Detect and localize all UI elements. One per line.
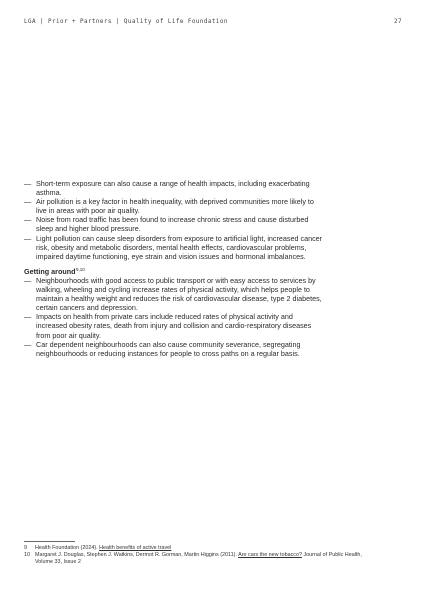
list-item-text: Light pollution can cause sleep disorders from exposure to artificial light, increased cancer risk, obesity and metabolic disorders, mental health effects, cardiovascular problems, impaired daytime functioning, eye strain and vision issues and hormonal imbalances. <box>36 233 323 261</box>
bullet-dash: — <box>24 233 32 243</box>
footnote-number: 10 <box>24 552 30 558</box>
bullet-dash: — <box>24 339 32 349</box>
page-number: 27 <box>394 19 402 25</box>
section-heading <box>24 265 324 276</box>
list-item <box>24 276 324 312</box>
list-item-text: Impacts on health from private cars include reduced rates of physical activity and increased obesity rates, death from injury and collision and cardio-respiratory diseases from poor air quality. <box>36 312 312 340</box>
list-item <box>24 340 324 358</box>
list-item-text: Noise from road traffic has been found to increase chronic stress and cause disturbed sleep and higher blood pressure. <box>36 215 309 234</box>
page-header <box>24 19 402 25</box>
bullet-dash: — <box>24 215 32 225</box>
footnote-divider <box>24 541 75 542</box>
list-item-text: Neighbourhoods with good access to public transport or with easy access to services by walking, wheeling and cycling increase rates of physical activity, which helps people to maintain a healthy weight and reduces the risk of cardiovascular disease, type 2 diabetes, certain cancers and depression. <box>36 275 322 313</box>
footnote-text <box>35 545 364 552</box>
footnote <box>24 545 364 552</box>
list-item-text: Short-term exposure can also cause a range of health impacts, including exacerbating asthma. <box>36 179 310 198</box>
bullet-dash: — <box>24 179 32 188</box>
footnote-link[interactable]: Health benefits of active travel <box>99 545 172 551</box>
footnote <box>24 552 364 566</box>
footnote-number: 9 <box>24 545 27 551</box>
footnote-source: Health Foundation (2024). <box>35 545 100 551</box>
running-title: LGA | Prior + Partners | Quality of Life Foundation <box>24 19 228 25</box>
bullet-dash: — <box>24 312 32 322</box>
list-item-text: Air pollution is a key factor in health inequality, with deprived communities more likely to live in areas with poor air quality. <box>36 197 314 216</box>
bullet-dash: — <box>24 275 32 285</box>
list-item-text: Car dependent neighbourhoods can also cause community severance, segregating neighbourhoods or reducing instances for people to cross paths on a regular basis. <box>36 339 301 358</box>
footnote-source-suffix: Journal of Public Health, Volume 33, Issue 2 <box>35 552 362 565</box>
footnote-source: Margaret J. Douglas, Stephen J. Watkins, Dermot R. Gorman, Martin Higgins (2011). <box>35 552 239 558</box>
section-heading-text: Getting around <box>24 266 76 276</box>
main-content <box>24 179 324 358</box>
list-item <box>24 179 324 197</box>
footnote-text <box>35 552 364 566</box>
footnotes <box>24 545 364 566</box>
list-item <box>24 215 324 233</box>
bullet-dash: — <box>24 197 32 207</box>
footnote-ref[interactable]: 9,10 <box>76 266 85 272</box>
list-item <box>24 197 324 215</box>
list-item <box>24 312 324 339</box>
list-item <box>24 234 324 261</box>
footnote-link[interactable]: Are cars the new tobacco? <box>238 552 302 558</box>
